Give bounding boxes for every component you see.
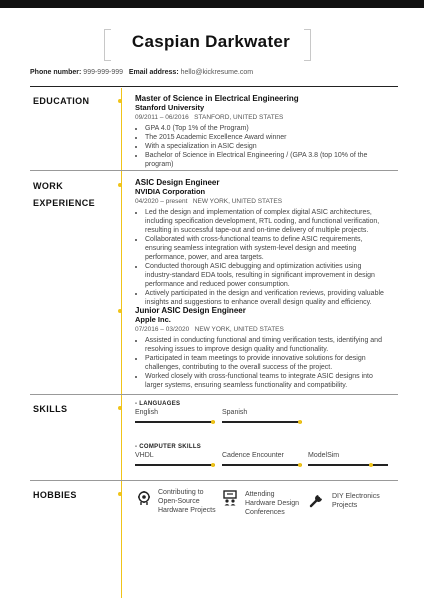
skill-level-marker xyxy=(298,463,302,467)
email-value: hello@kickresume.com xyxy=(180,69,254,76)
section-title-work: WORK xyxy=(33,181,64,191)
list-item: • Conducted thorough ASIC debugging and optimization activities using industry-standard EDA tools, resulting in significant improvement in design performance and reduced power consumption. xyxy=(145,262,385,289)
education-dates-location xyxy=(135,113,385,122)
skill-level-marker xyxy=(298,420,302,424)
section-divider xyxy=(30,394,398,395)
list-item: • GPA 4.0 (Top 1% of the Program) xyxy=(145,124,385,133)
education-bullets xyxy=(135,124,385,169)
list-item: • Bachelor of Science in Electrical Engineering / (GPA 3.8 (top 10% of the program) xyxy=(145,151,385,169)
section-divider xyxy=(30,170,398,171)
list-item: • The 2015 Academic Excellence Award winner xyxy=(145,133,385,142)
email-label: Email address: xyxy=(128,69,179,76)
list-item: • Actively participated in the design and verification reviews, providing valuable insights and suggestions to enhance overall design quality and efficiency. xyxy=(145,289,385,307)
skill-level-marker xyxy=(211,463,215,467)
top-bar xyxy=(0,0,424,8)
skills-languages-heading: - LANGUAGES xyxy=(135,401,181,407)
contact-line xyxy=(30,69,253,76)
section-title-education: EDUCATION xyxy=(33,96,90,106)
phone-value: 999-999-999 xyxy=(83,69,123,76)
education-location: STANFORD, UNITED STATES xyxy=(194,114,284,121)
timeline-dot xyxy=(118,183,122,187)
hobby-label: DIY Electronics Projects xyxy=(332,493,380,509)
skill-language: Spanish xyxy=(222,409,248,416)
job-entry-1 xyxy=(135,178,385,307)
tools-icon xyxy=(309,492,325,508)
job-location: NEW YORK, UNITED STATES xyxy=(194,326,284,333)
section-divider xyxy=(30,480,398,481)
school: Stanford University xyxy=(135,103,205,112)
job-bullets xyxy=(135,208,385,307)
job-dates: 04/2020 – present xyxy=(135,198,188,205)
job-title: Junior ASIC Design Engineer xyxy=(135,306,246,315)
skill-level-marker xyxy=(369,463,373,467)
skill-computer: ModelSim xyxy=(308,452,340,459)
degree: Master of Science in Electrical Engineering xyxy=(135,94,299,103)
timeline-line xyxy=(121,88,122,598)
list-item: • Assisted in conducting functional and timing verification tests, identifying and resolving issues to improve design quality and functionality. xyxy=(145,336,385,354)
education-entry xyxy=(135,94,385,169)
skill-computer: VHDL xyxy=(135,452,154,459)
phone-label: Phone number: xyxy=(30,69,82,76)
job-dates-location xyxy=(135,325,385,334)
company: Apple Inc. xyxy=(135,315,171,324)
list-item: • Participated in team meetings to provide innovative solutions for design challenges, contributing to the overall success of the project. xyxy=(145,354,385,372)
conference-icon xyxy=(222,490,238,506)
job-location: NEW YORK, UNITED STATES xyxy=(192,198,283,205)
skill-level-bar xyxy=(135,464,215,466)
timeline-dot xyxy=(118,406,122,410)
hobby-label: Contributing to Open-Source Hardware Projects xyxy=(158,489,216,514)
job-bullets xyxy=(135,336,385,390)
section-title-skills: SKILLS xyxy=(33,404,68,414)
job-dates: 07/2016 – 03/2020 xyxy=(135,326,190,333)
skill-language: English xyxy=(135,409,158,416)
company: NVIDIA Corporation xyxy=(135,187,206,196)
list-item: • Led the design and implementation of complex digital ASIC architectures, including specification development, RTL coding, and functional verification, resulting in successful tape-out and on-time delivery of multiple projects. xyxy=(145,208,385,235)
job-entry-2 xyxy=(135,306,385,390)
skill-level-bar xyxy=(308,464,388,466)
job-title: ASIC Design Engineer xyxy=(135,178,220,187)
header-divider xyxy=(30,86,398,87)
job-dates-location xyxy=(135,197,385,206)
skill-level-marker xyxy=(211,420,215,424)
list-item: • Collaborated with cross-functional teams to define ASIC requirements, ensuring seamless integration with system-level design and meeting performance, power, and area targets. xyxy=(145,235,385,262)
skill-level-bar xyxy=(135,421,215,423)
skill-level-bar xyxy=(222,421,302,423)
timeline-dot xyxy=(118,99,122,103)
education-dates: 09/2011 – 06/2016 xyxy=(135,114,189,121)
skill-level-bar xyxy=(222,464,302,466)
hobby-label: Attending Hardware Design Conferences xyxy=(245,491,300,516)
candidate-name: Caspian Darkwater xyxy=(131,32,291,51)
timeline-dot xyxy=(118,492,122,496)
skill-computer: Cadence Encounter xyxy=(222,452,284,459)
section-title-experience: EXPERIENCE xyxy=(33,198,96,208)
gear-brain-icon xyxy=(136,490,152,506)
skills-computer-heading: - COMPUTER SKILLS xyxy=(135,444,202,450)
list-item: • With a specialization in ASIC design xyxy=(145,142,385,151)
section-title-hobbies: HOBBIES xyxy=(33,490,77,500)
list-item: • Worked closely with cross-functional teams to integrate ASIC designs into larger systems, ensuring seamless functionality and compatibility. xyxy=(145,372,385,390)
timeline-dot xyxy=(118,309,122,313)
